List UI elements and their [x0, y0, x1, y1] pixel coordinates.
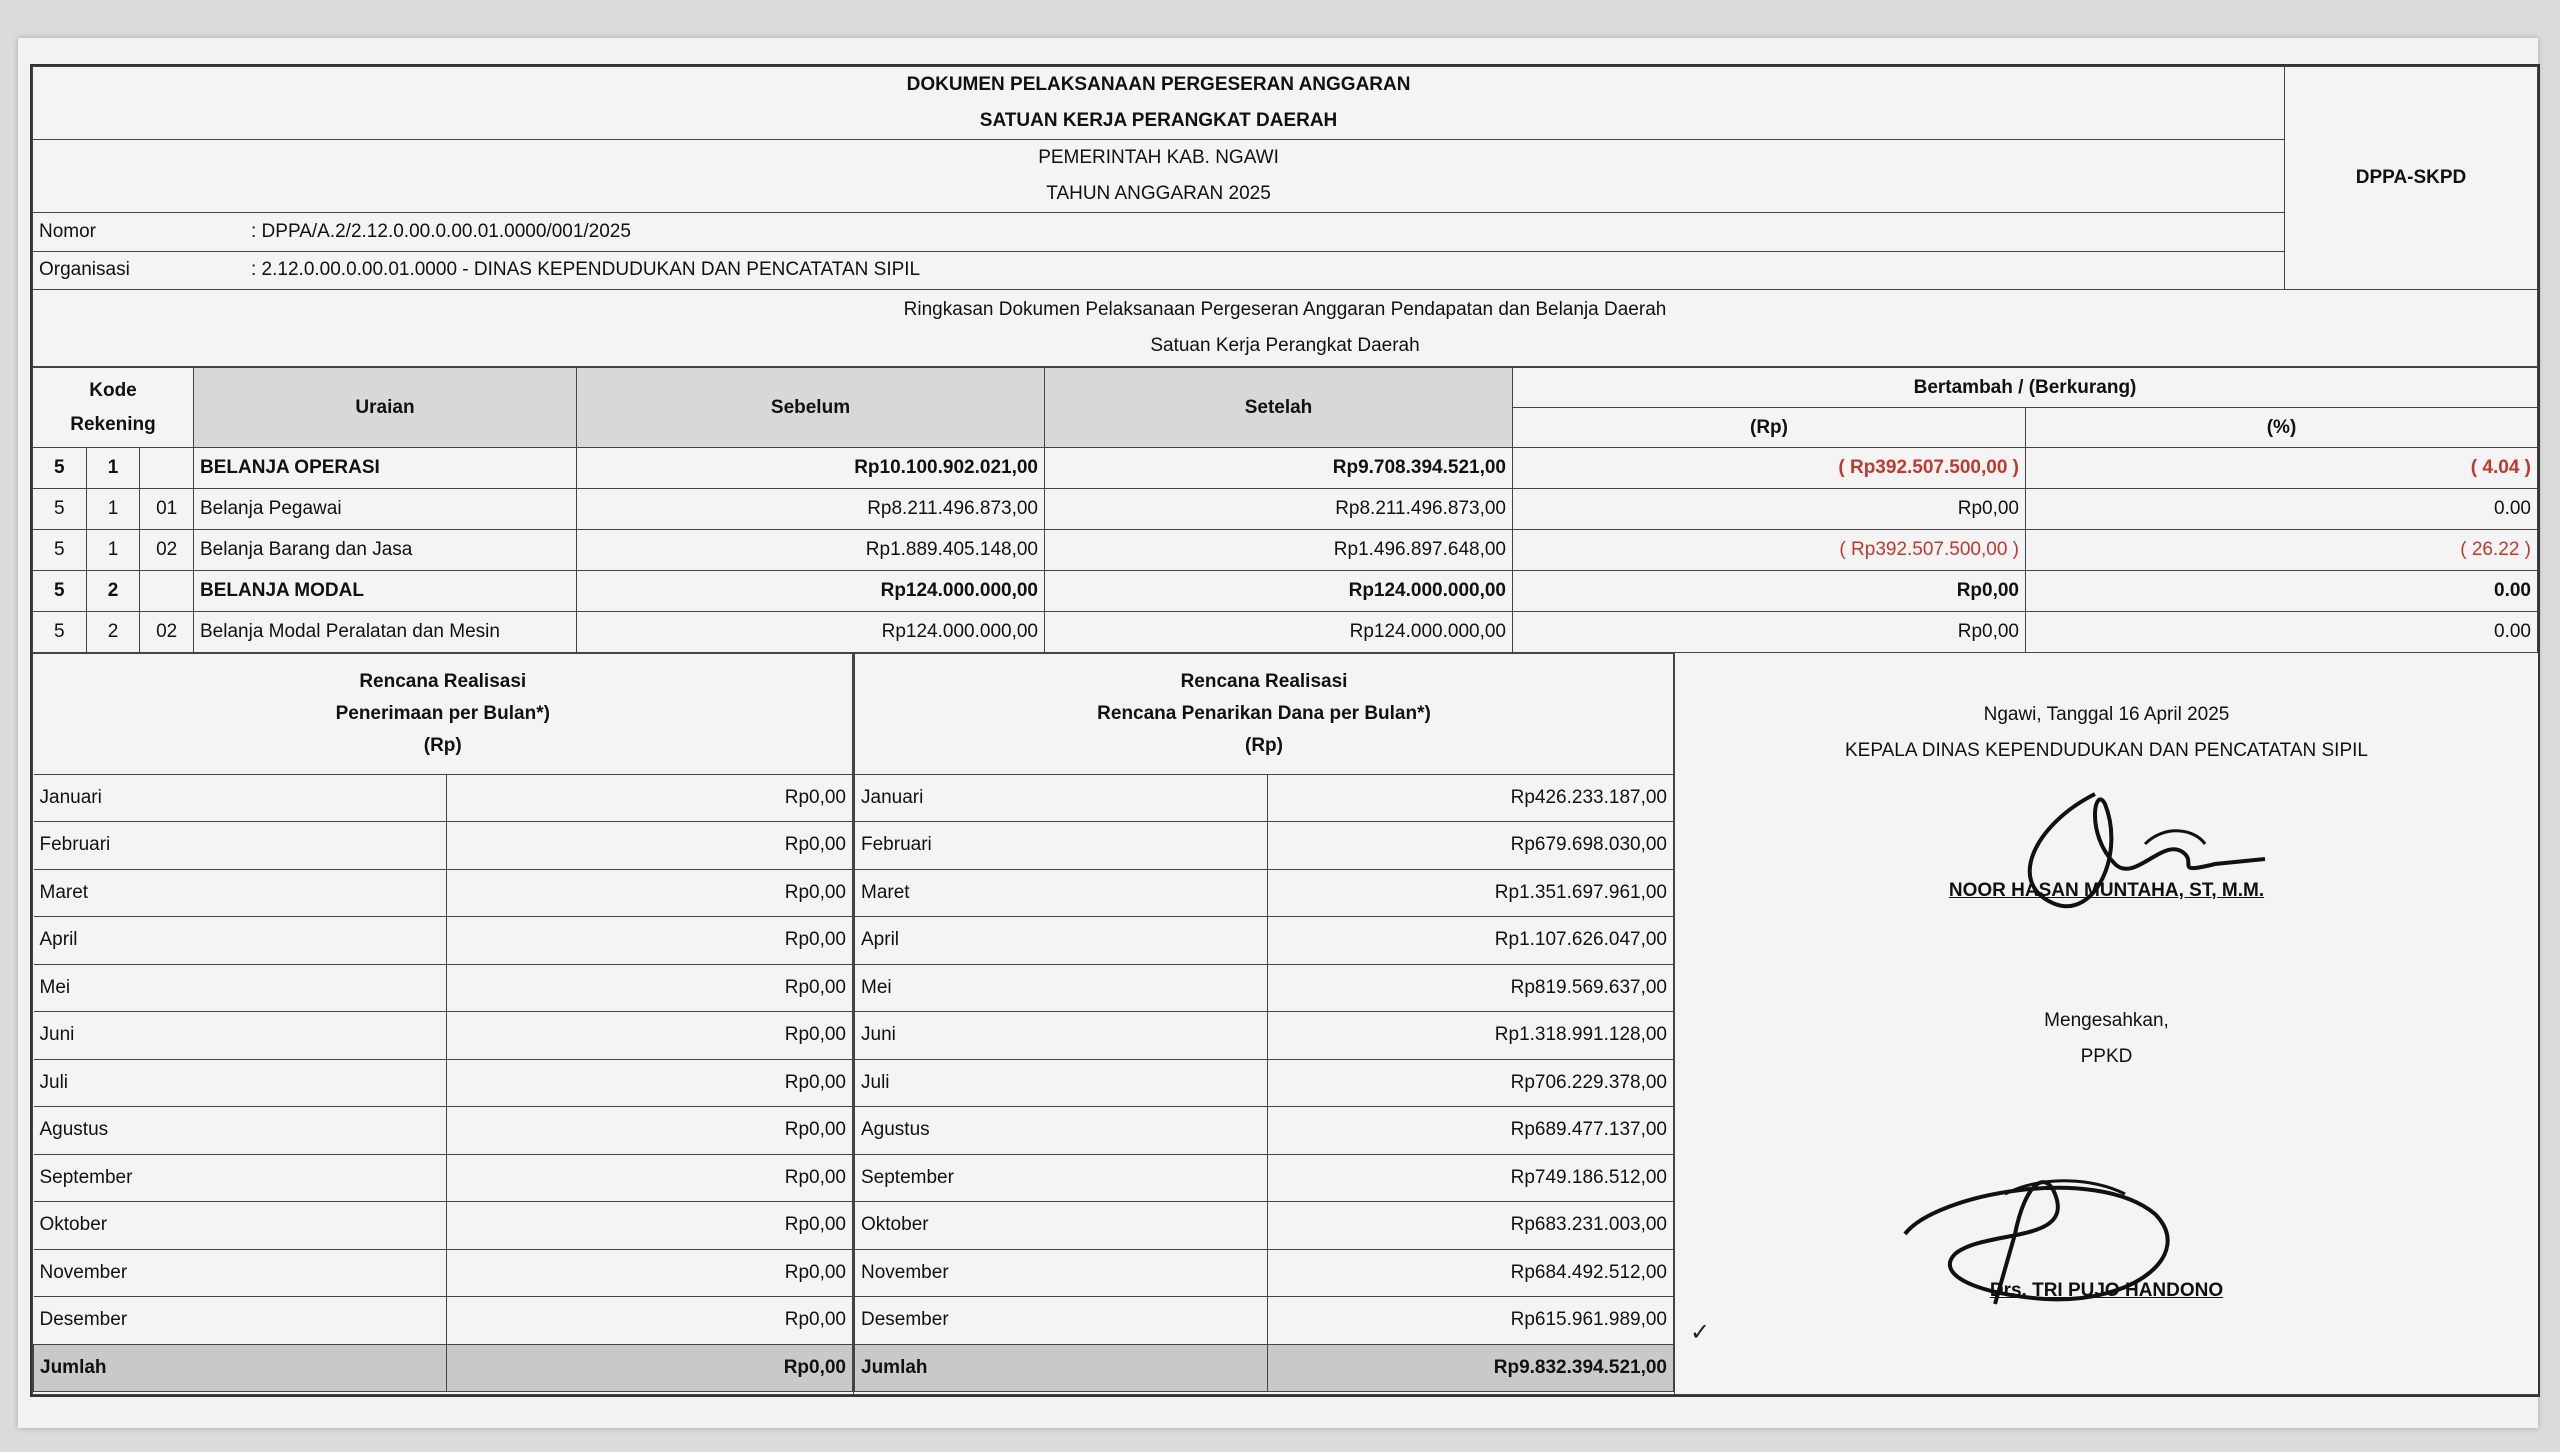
- uraian-cell: BELANJA OPERASI: [194, 448, 577, 489]
- org-value: : 2.12.0.00.0.00.01.0000 - DINAS KEPENDUDUKAN DAN PENCATATAN SIPIL: [251, 259, 921, 281]
- sebelum-cell: Rp124.000.000,00: [577, 612, 1045, 653]
- uraian-header: Uraian: [194, 368, 577, 448]
- penarikan-row: [855, 1202, 1674, 1250]
- total-label: Jumlah: [855, 1344, 1268, 1391]
- nomor-label: Nomor: [33, 213, 245, 251]
- kode-header: [33, 368, 194, 448]
- total-row: [34, 1344, 853, 1391]
- setelah-cell: Rp124.000.000,00: [1045, 612, 1513, 653]
- penarikan-row: [855, 1059, 1674, 1107]
- penerimaan-value: Rp0,00: [446, 964, 853, 1012]
- org-label: Organisasi: [39, 259, 130, 281]
- penerimaan-row: [34, 1059, 853, 1107]
- summary-line2: Satuan Kerja Perangkat Daerah: [1150, 335, 1420, 356]
- penerimaan-value: Rp0,00: [446, 1107, 853, 1155]
- sebelum-cell: Rp8.211.496.873,00: [577, 489, 1045, 530]
- penarikan-value: Rp426.233.187,00: [1268, 774, 1674, 822]
- penerimaan-value: Rp0,00: [446, 822, 853, 870]
- penerimaan-value: Rp0,00: [446, 869, 853, 917]
- budget-table: [32, 367, 2538, 653]
- check-mark: ✓: [1690, 1319, 1711, 1346]
- month-label: Mei: [34, 964, 447, 1012]
- kode-1: 5: [33, 448, 87, 489]
- title-cell: [33, 67, 2285, 140]
- place-date: Ngawi, Tanggal 16 April 2025: [1983, 703, 2230, 725]
- setelah-header: Setelah: [1045, 368, 1513, 448]
- penerimaan-section: [33, 654, 854, 1395]
- kode-1: 5: [33, 612, 87, 653]
- penarikan-row: [855, 917, 1674, 965]
- penerimaan-row: [34, 1012, 853, 1060]
- summary-line1: Ringkasan Dokumen Pelaksanaan Pergeseran Anggaran Pendapatan dan Belanja Daerah: [903, 299, 1667, 320]
- sebelum-header: Sebelum: [577, 368, 1045, 448]
- month-label: Januari: [34, 774, 447, 822]
- uraian-cell: Belanja Barang dan Jasa: [194, 530, 577, 571]
- penarikan-row: [855, 869, 1674, 917]
- month-label: Agustus: [855, 1107, 1268, 1155]
- change-pct-cell: 0.00: [2026, 489, 2538, 530]
- rp-header: (Rp): [1513, 408, 2026, 448]
- gov-cell: [33, 140, 2285, 213]
- penarikan-row: [855, 1012, 1674, 1060]
- month-label: Oktober: [34, 1202, 447, 1250]
- penarikan-header: [855, 654, 1674, 774]
- penerimaan-row: [34, 1154, 853, 1202]
- penerimaan-row: [34, 964, 853, 1012]
- sebelum-cell: Rp1.889.405.148,00: [577, 530, 1045, 571]
- setelah-cell: Rp9.708.394.521,00: [1045, 448, 1513, 489]
- meta-cell: [33, 213, 2285, 290]
- lower-table: [32, 653, 2538, 1395]
- penerimaan-value: Rp0,00: [446, 1249, 853, 1297]
- month-label: Desember: [34, 1297, 447, 1345]
- penerimaan-value: Rp0,00: [446, 1012, 853, 1060]
- penerimaan-row: [34, 822, 853, 870]
- total-value: Rp9.832.394.521,00: [1268, 1344, 1674, 1391]
- penarikan-value: Rp684.492.512,00: [1268, 1249, 1674, 1297]
- change-rp-cell: Rp0,00: [1513, 571, 2026, 612]
- penerimaan-row: [34, 1297, 853, 1345]
- pct-header: (%): [2026, 408, 2538, 448]
- month-label: Maret: [34, 869, 447, 917]
- penerimaan-value: Rp0,00: [446, 917, 853, 965]
- sebelum-cell: Rp10.100.902.021,00: [577, 448, 1045, 489]
- penerimaan-value: Rp0,00: [446, 774, 853, 822]
- signer-title: KEPALA DINAS KEPENDUDUKAN DAN PENCATATAN SIPIL: [1845, 739, 2368, 761]
- penarikan-value: Rp819.569.637,00: [1268, 964, 1674, 1012]
- month-label: Agustus: [34, 1107, 447, 1155]
- penarikan-row: [855, 1107, 1674, 1155]
- month-label: Mei: [855, 964, 1268, 1012]
- penerimaan-value: Rp0,00: [446, 1202, 853, 1250]
- month-label: November: [855, 1249, 1268, 1297]
- pen-h2: Penerimaan per Bulan*): [335, 702, 550, 724]
- penerimaan-value: Rp0,00: [446, 1154, 853, 1202]
- kode-3: 02: [140, 612, 194, 653]
- penarikan-row: [855, 822, 1674, 870]
- bertambah-header: Bertambah / (Berkurang): [1513, 368, 2538, 408]
- title-line1: DOKUMEN PELAKSANAAN PERGESERAN ANGGARAN: [906, 74, 1411, 95]
- penarikan-value: Rp1.351.697.961,00: [1268, 869, 1674, 917]
- penarikan-value: Rp749.186.512,00: [1268, 1154, 1674, 1202]
- signature-section: [1675, 654, 2539, 1395]
- kode-label: Kode: [89, 379, 137, 401]
- total-label: Jumlah: [34, 1344, 447, 1391]
- change-rp-cell: Rp0,00: [1513, 489, 2026, 530]
- change-rp-cell: ( Rp392.507.500,00 ): [1513, 530, 2026, 571]
- change-pct-cell: ( 4.04 ): [2026, 448, 2538, 489]
- penerimaan-row: [34, 1249, 853, 1297]
- title-line3: PEMERINTAH KAB. NGAWI: [1038, 147, 1279, 168]
- pen-h3: (Rp): [423, 734, 462, 756]
- pn-h3: (Rp): [1245, 734, 1283, 756]
- change-pct-cell: 0.00: [2026, 612, 2538, 653]
- penarikan-section: [854, 654, 1675, 1395]
- total-row: [855, 1344, 1674, 1391]
- summary-cell: [33, 290, 2538, 367]
- month-label: Oktober: [855, 1202, 1268, 1250]
- penerimaan-header: [34, 654, 853, 774]
- budget-row: [33, 571, 2538, 612]
- uraian-cell: BELANJA MODAL: [194, 571, 577, 612]
- penarikan-row: [855, 964, 1674, 1012]
- penerimaan-row: [34, 869, 853, 917]
- doc-code: DPPA-SKPD: [2285, 67, 2538, 290]
- kode-2: 1: [86, 530, 140, 571]
- budget-row: [33, 489, 2538, 530]
- kode-3: 01: [140, 489, 194, 530]
- month-label: Februari: [855, 822, 1268, 870]
- pen-h1: Rencana Realisasi: [359, 670, 527, 692]
- kode-2: 2: [86, 571, 140, 612]
- penarikan-value: Rp615.961.989,00: [1268, 1297, 1674, 1345]
- penarikan-row: [855, 1154, 1674, 1202]
- approve-label: Mengesahkan,: [2044, 1009, 2169, 1031]
- month-label: Juli: [855, 1059, 1268, 1107]
- month-label: Februari: [34, 822, 447, 870]
- pn-h2: Rencana Penarikan Dana per Bulan*): [1097, 702, 1431, 724]
- penarikan-value: Rp1.107.626.047,00: [1268, 917, 1674, 965]
- budget-row: [33, 448, 2538, 489]
- penarikan-value: Rp706.229.378,00: [1268, 1059, 1674, 1107]
- penerimaan-row: [34, 917, 853, 965]
- penarikan-row: [855, 1249, 1674, 1297]
- penerimaan-row: [34, 774, 853, 822]
- penarikan-value: Rp679.698.030,00: [1268, 822, 1674, 870]
- penerimaan-value: Rp0,00: [446, 1059, 853, 1107]
- penarikan-value: Rp683.231.003,00: [1268, 1202, 1674, 1250]
- total-value: Rp0,00: [446, 1344, 853, 1391]
- kode-2: 1: [86, 448, 140, 489]
- change-pct-cell: 0.00: [2026, 571, 2538, 612]
- sebelum-cell: Rp124.000.000,00: [577, 571, 1045, 612]
- penerimaan-row: [34, 1107, 853, 1155]
- dppa-document: [30, 64, 2540, 1397]
- ppkd-label: PPKD: [2080, 1045, 2133, 1067]
- kode-2: 2: [86, 612, 140, 653]
- month-label: Juli: [34, 1059, 447, 1107]
- title-line4: TAHUN ANGGARAN 2025: [1046, 183, 1271, 204]
- setelah-cell: Rp124.000.000,00: [1045, 571, 1513, 612]
- change-rp-cell: ( Rp392.507.500,00 ): [1513, 448, 2026, 489]
- penarikan-row: [855, 1297, 1674, 1345]
- signer-name: NOOR HASAN MUNTAHA, ST, M.M.: [1948, 879, 2265, 901]
- penarikan-value: Rp1.318.991.128,00: [1268, 1012, 1674, 1060]
- header-table: [32, 66, 2538, 367]
- kode-3: [140, 571, 194, 612]
- month-label: Maret: [855, 869, 1268, 917]
- setelah-cell: Rp1.496.897.648,00: [1045, 530, 1513, 571]
- setelah-cell: Rp8.211.496.873,00: [1045, 489, 1513, 530]
- month-label: Januari: [855, 774, 1268, 822]
- uraian-cell: Belanja Pegawai: [194, 489, 577, 530]
- month-label: September: [34, 1154, 447, 1202]
- penerimaan-row: [34, 1202, 853, 1250]
- budget-row: [33, 612, 2538, 653]
- month-label: Desember: [855, 1297, 1268, 1345]
- budget-row: [33, 530, 2538, 571]
- nomor-value: : DPPA/A.2/2.12.0.00.0.00.01.0000/001/2025: [245, 213, 2284, 251]
- kode-2: 1: [86, 489, 140, 530]
- month-label: Juni: [855, 1012, 1268, 1060]
- kode-3: [140, 448, 194, 489]
- pn-h1: Rencana Realisasi: [1180, 670, 1348, 692]
- kode-1: 5: [33, 530, 87, 571]
- month-label: April: [855, 917, 1268, 965]
- month-label: April: [34, 917, 447, 965]
- kode-3: 02: [140, 530, 194, 571]
- month-label: September: [855, 1154, 1268, 1202]
- kode-1: 5: [33, 489, 87, 530]
- penarikan-row: [855, 774, 1674, 822]
- penerimaan-value: Rp0,00: [446, 1297, 853, 1345]
- change-pct-cell: ( 26.22 ): [2026, 530, 2538, 571]
- kode-1: 5: [33, 571, 87, 612]
- change-rp-cell: Rp0,00: [1513, 612, 2026, 653]
- title-line2: SATUAN KERJA PERANGKAT DAERAH: [979, 110, 1338, 131]
- rekening-label: Rekening: [70, 413, 156, 435]
- month-label: Juni: [34, 1012, 447, 1060]
- month-label: November: [34, 1249, 447, 1297]
- uraian-cell: Belanja Modal Peralatan dan Mesin: [194, 612, 577, 653]
- signer2-name: Drs. TRI PUJO HANDONO: [1989, 1279, 2224, 1301]
- penarikan-value: Rp689.477.137,00: [1268, 1107, 1674, 1155]
